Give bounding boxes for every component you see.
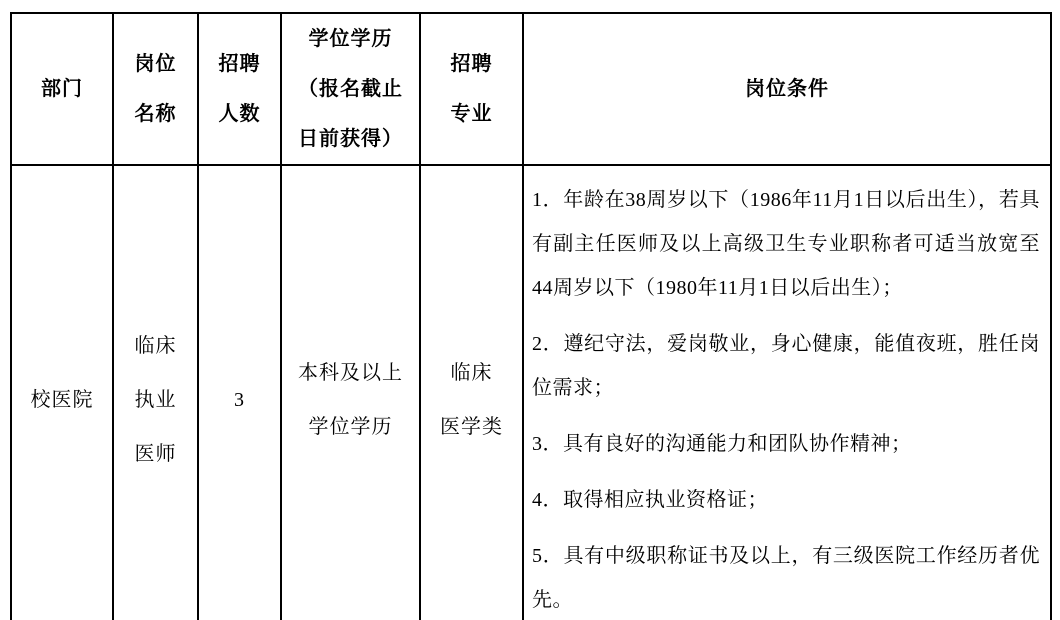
- header-label: 日前获得）: [298, 128, 403, 150]
- header-label: 人数: [218, 103, 261, 125]
- major-line: 医学类: [440, 416, 503, 438]
- header-degree: [281, 13, 420, 165]
- header-label: 招聘: [218, 53, 261, 75]
- header-label: 学位学历: [308, 28, 393, 50]
- table-row: [11, 165, 1051, 620]
- cell-department: [11, 165, 113, 620]
- header-label: 名称: [134, 103, 177, 125]
- header-label: 岗位条件: [745, 78, 829, 100]
- header-label: （报名截止: [298, 78, 403, 100]
- cell-degree: [281, 165, 420, 620]
- header-headcount: [198, 13, 281, 165]
- requirement-item-5: 5．具有中级职称证书及以上，有三级医院工作经历者优先。: [532, 545, 1040, 611]
- header-requirements: [523, 13, 1051, 165]
- position-line: 医师: [134, 443, 177, 465]
- degree-line: 学位学历: [308, 416, 393, 438]
- cell-major: [420, 165, 523, 620]
- header-label: 部门: [41, 78, 83, 100]
- position-line: 临床: [134, 335, 177, 357]
- cell-headcount: [198, 165, 281, 620]
- header-position-name: [113, 13, 198, 165]
- requirement-item-3: 3．具有良好的沟通能力和团队协作精神；: [532, 433, 912, 455]
- recruitment-table: [10, 12, 1052, 620]
- position-line: 执业: [134, 389, 177, 411]
- cell-requirements: [523, 165, 1051, 620]
- degree-line: 本科及以上: [298, 362, 403, 384]
- header-major: [420, 13, 523, 165]
- department-value: 校医院: [30, 389, 94, 411]
- major-line: 临床: [450, 362, 493, 384]
- table-header-row: [11, 13, 1051, 165]
- cell-position-name: [113, 165, 198, 620]
- header-label: 招聘: [450, 53, 493, 75]
- headcount-value: 3: [234, 389, 245, 411]
- requirement-item-4: 4．取得相应执业资格证；: [532, 489, 768, 511]
- header-label: 岗位: [134, 53, 177, 75]
- requirement-item-1: 1．年龄在38周岁以下（1986年11月1日以后出生），若具有副主任医师及以上高级卫生专业职称者可适当放宽至44周岁以下（1980年11月1日以后出生）；: [532, 189, 1040, 299]
- header-label: 专业: [450, 103, 493, 125]
- requirement-item-2: 2．遵纪守法，爱岗敬业，身心健康，能值夜班，胜任岗位需求；: [532, 333, 1040, 399]
- header-department: [11, 13, 113, 165]
